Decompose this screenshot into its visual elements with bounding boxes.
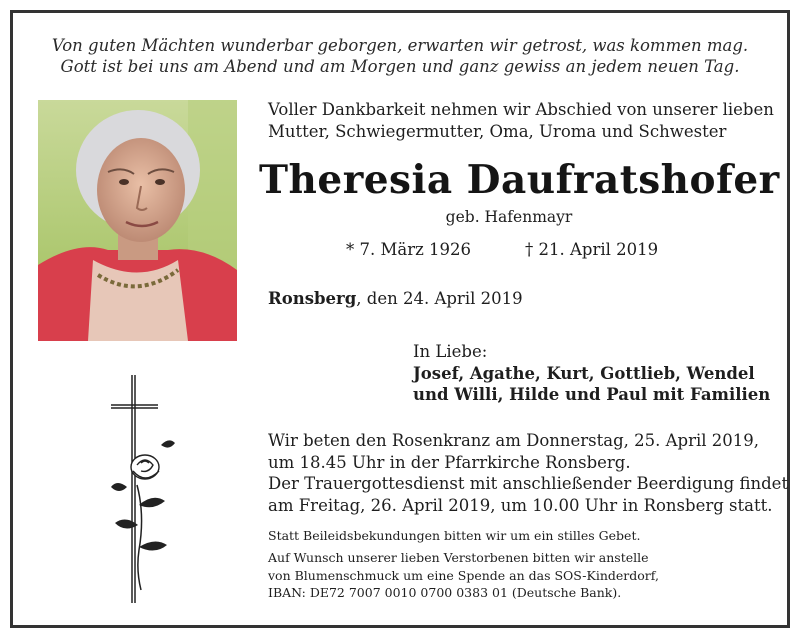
mourners-heading: In Liebe: [413, 342, 488, 361]
intro-text [268, 99, 774, 143]
service-line-4: am Freitag, 26. April 2019, um 10.00 Uhr in Ronsberg statt. [268, 495, 773, 515]
obituary-card [10, 10, 790, 628]
condolence-note: Statt Beileidsbekundungen bitten wir um ein stilles Gebet. [268, 528, 641, 543]
motto-line-2: Gott ist bei uns am Abend und am Morgen und ganz gewiss an jedem neuen Tag. [60, 57, 740, 76]
place-date-rest: , den 24. April 2019 [356, 289, 523, 308]
donation-line-1: Auf Wunsch unserer lieben Verstorbenen bitten wir anstelle [268, 550, 649, 565]
maiden-name: geb. Hafenmayr [445, 208, 573, 226]
intro-line-1: Voller Dankbarkeit nehmen wir Abschied von unserer lieben [268, 100, 774, 119]
birth-date: * 7. März 1926 [346, 240, 472, 259]
deceased-name: Theresia Daufratshofer [259, 157, 780, 203]
place-city: Ronsberg [268, 289, 357, 308]
portrait-photo [38, 100, 237, 341]
intro-line-2: Mutter, Schwiegermutter, Oma, Uroma und Schwester [268, 122, 727, 141]
donation-request [268, 549, 659, 602]
motto [13, 35, 787, 77]
place-and-date [268, 289, 523, 308]
donation-line-2: von Blumenschmuck um eine Spende an das SOS-Kinderdorf, [268, 567, 659, 583]
service-line-2: um 18.45 Uhr in der Pfarrkirche Ronsberg. [268, 452, 631, 472]
mourners-names-line-1: Josef, Agathe, Kurt, Gottlieb, Wendel [413, 363, 755, 383]
mourners-names-line-2: und Willi, Hilde und Paul mit Familien [413, 385, 771, 404]
mourners [413, 341, 770, 406]
service-line-1: Wir beten den Rosenkranz am Donnerstag, 25. April 2019, [268, 431, 760, 450]
service-line-3: Der Trauergottesdienst mit anschließender Beerdigung findet [268, 474, 789, 493]
service-info [268, 430, 789, 516]
donation-line-3: IBAN: DE72 7007 0010 0700 0383 01 (Deutsche Bank). [268, 585, 622, 600]
cross-with-rose-icon [103, 375, 178, 603]
motto-line-1: Von guten Mächten wunderbar geborgen, erwarten wir getrost, was kommen mag. [51, 36, 749, 55]
death-date: † 21. April 2019 [525, 240, 659, 259]
